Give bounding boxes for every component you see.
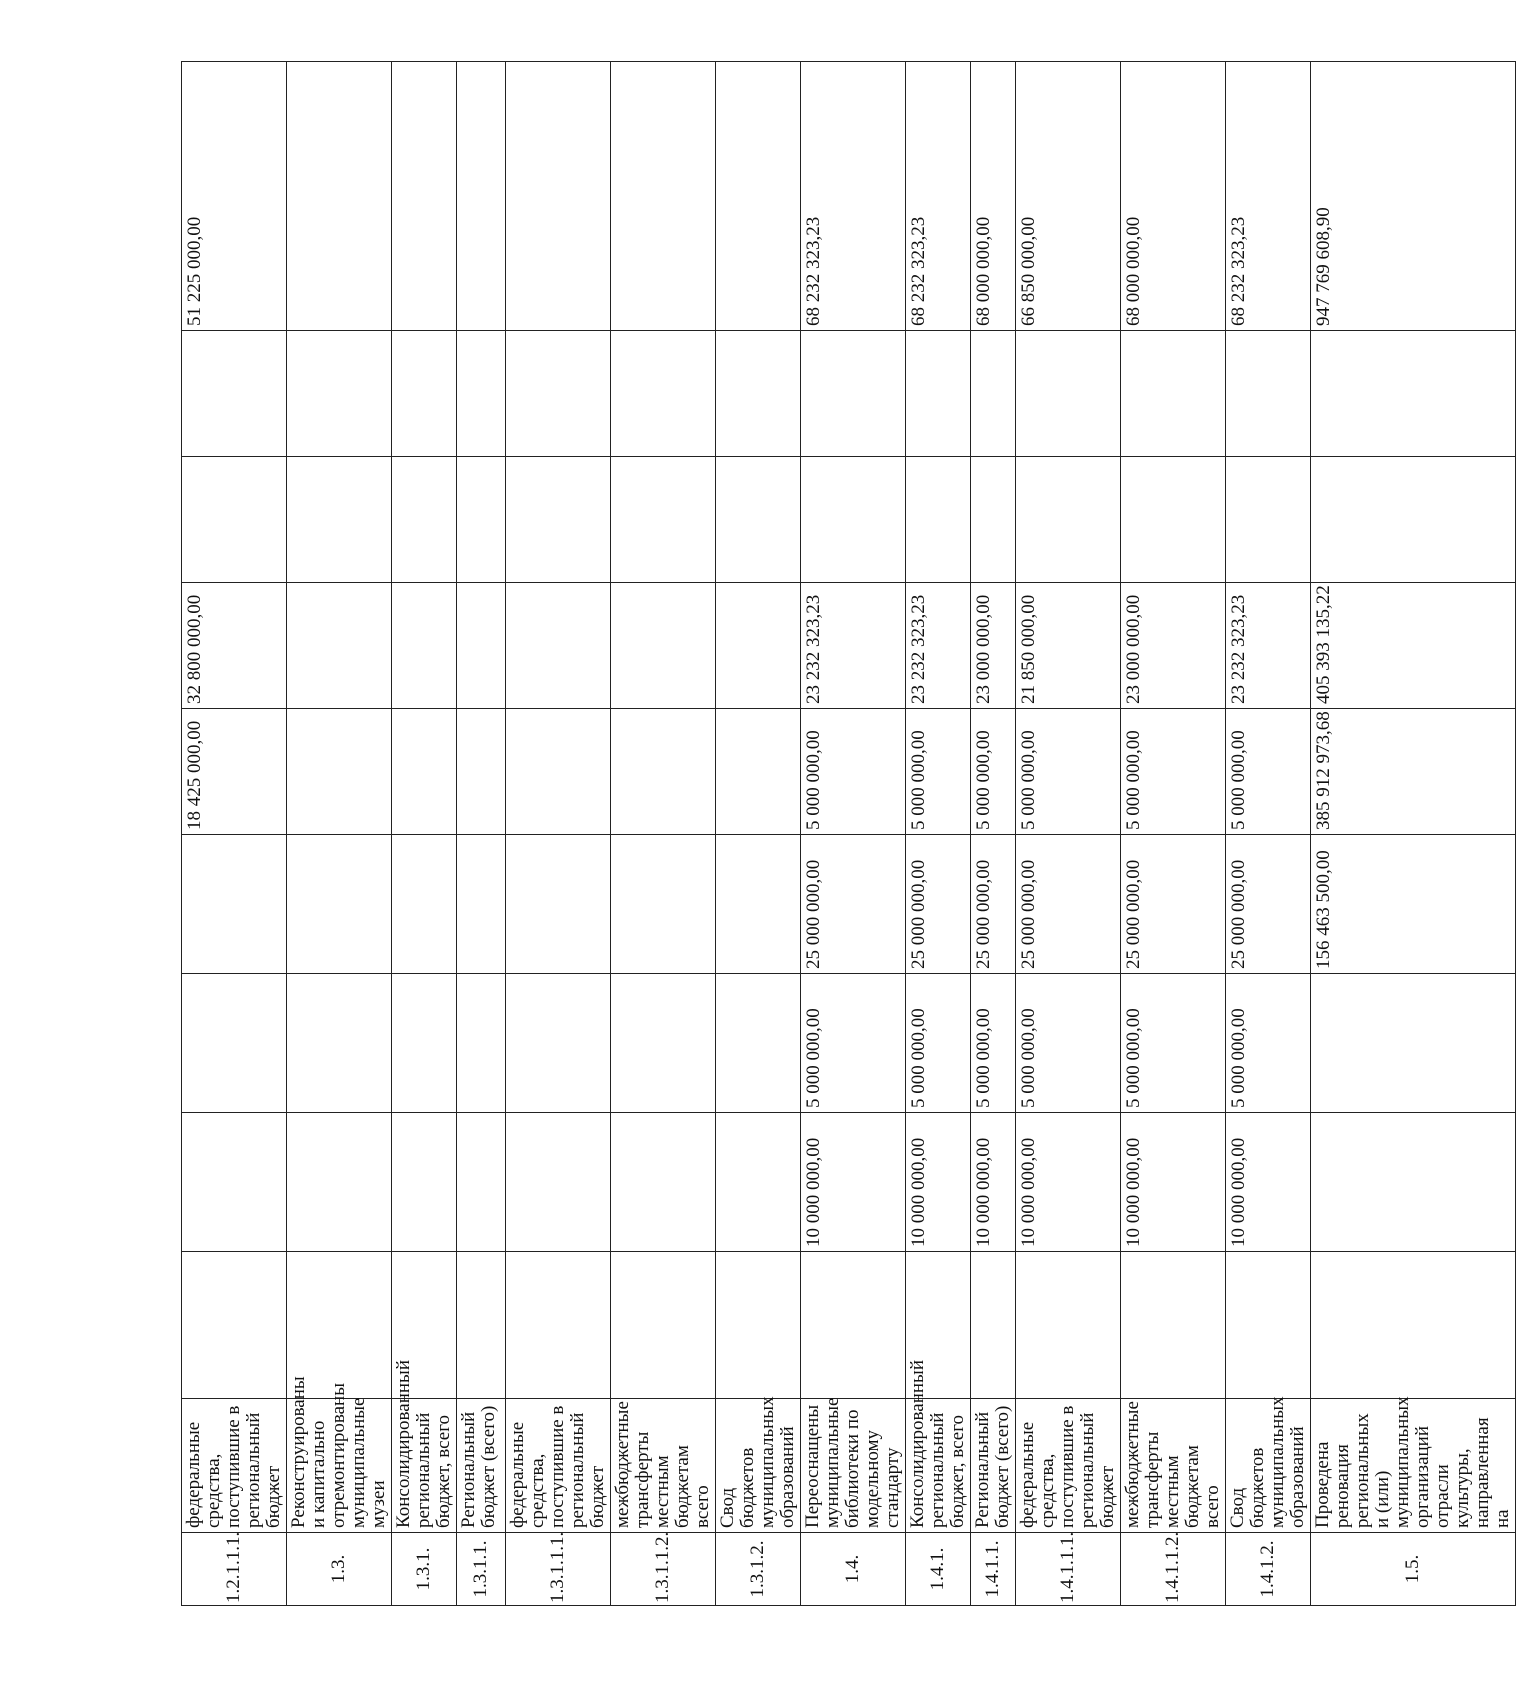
value-cell (457, 1113, 506, 1252)
value-cell (182, 974, 287, 1113)
value-cell (287, 709, 392, 835)
value-cell (506, 1252, 611, 1399)
value-cell: 68 232 323,23 (801, 62, 906, 331)
row-name: Свод бюджетов муниципальных образований (1226, 1399, 1311, 1533)
value-cell (611, 835, 716, 974)
value-cell (1016, 1252, 1121, 1399)
value-cell (716, 709, 801, 835)
value-cell (287, 583, 392, 709)
value-cell: 25 000 000,00 (971, 835, 1016, 974)
value-cell (287, 974, 392, 1113)
value-cell (906, 331, 971, 457)
row-name: межбюджетные трансферты местным бюджетам всего (1121, 1399, 1226, 1533)
value-cell: 5 000 000,00 (1226, 709, 1311, 835)
value-cell (1226, 331, 1311, 457)
value-cell: 5 000 000,00 (801, 709, 906, 835)
row-code: 1.4. (801, 1533, 906, 1606)
row-code: 1.3.1.1. (457, 1533, 506, 1606)
value-cell: 947 769 608,90 (1311, 62, 1516, 331)
value-cell (457, 835, 506, 974)
value-cell (611, 583, 716, 709)
value-cell (1226, 1252, 1311, 1399)
value-cell: 10 000 000,00 (971, 1113, 1016, 1252)
value-cell: 5 000 000,00 (1016, 709, 1121, 835)
value-cell (801, 331, 906, 457)
value-cell: 10 000 000,00 (906, 1113, 971, 1252)
row-code: 1.4.1.1.2. (1121, 1533, 1226, 1606)
value-cell: 66 850 000,00 (1016, 62, 1121, 331)
value-cell (287, 457, 392, 583)
value-cell: 32 800 000,00 (182, 583, 287, 709)
table-row (801, 62, 906, 1606)
row-code: 1.3.1.1.1. (506, 1533, 611, 1606)
value-cell (182, 835, 287, 974)
row-name: Проведена реновация региональных и (или) муниципальных организаций отрасли культуры, направленная на (1311, 1399, 1516, 1533)
value-cell: 5 000 000,00 (1016, 974, 1121, 1113)
value-cell: 23 000 000,00 (971, 583, 1016, 709)
table-row (971, 62, 1016, 1606)
value-cell: 25 000 000,00 (906, 835, 971, 974)
value-cell (287, 331, 392, 457)
value-cell: 10 000 000,00 (1016, 1113, 1121, 1252)
row-code: 1.3.1.2. (716, 1533, 801, 1606)
row-name: Консолидированный региональный бюджет, всего (906, 1399, 971, 1533)
row-code: 1.4.1.2. (1226, 1533, 1311, 1606)
value-cell (506, 1113, 611, 1252)
value-cell: 385 912 973,68 (1311, 709, 1516, 835)
value-cell (1121, 1252, 1226, 1399)
value-cell (506, 457, 611, 583)
value-cell (1016, 457, 1121, 583)
value-cell: 68 232 323,23 (1226, 62, 1311, 331)
value-cell (457, 709, 506, 835)
value-cell (392, 62, 457, 331)
value-cell (392, 974, 457, 1113)
table-row (1226, 62, 1311, 1606)
row-name: Свод бюджетов муниципальных образований (716, 1399, 801, 1533)
table-row (906, 62, 971, 1606)
row-name: федеральные средства, поступившие в региональный бюджет (1016, 1399, 1121, 1533)
value-cell: 5 000 000,00 (906, 974, 971, 1113)
value-cell (611, 62, 716, 331)
value-cell (716, 62, 801, 331)
value-cell (716, 583, 801, 709)
table-row (457, 62, 506, 1606)
value-cell (971, 457, 1016, 583)
value-cell (1311, 1252, 1516, 1399)
value-cell (506, 331, 611, 457)
value-cell: 5 000 000,00 (1121, 974, 1226, 1113)
value-cell (506, 974, 611, 1113)
value-cell (457, 1252, 506, 1399)
value-cell (716, 331, 801, 457)
value-cell (457, 62, 506, 331)
value-cell (1016, 331, 1121, 457)
value-cell: 68 000 000,00 (971, 62, 1016, 331)
value-cell (392, 1113, 457, 1252)
value-cell (506, 583, 611, 709)
table-row (392, 62, 457, 1606)
value-cell (392, 457, 457, 583)
value-cell (611, 331, 716, 457)
value-cell (716, 974, 801, 1113)
value-cell (971, 331, 1016, 457)
row-name: федеральные средства, поступившие в региональный бюджет (182, 1399, 287, 1533)
value-cell: 23 232 323,23 (801, 583, 906, 709)
value-cell (1311, 457, 1516, 583)
row-code: 1.3. (287, 1533, 392, 1606)
value-cell: 10 000 000,00 (1121, 1113, 1226, 1252)
value-cell (716, 457, 801, 583)
value-cell (1311, 331, 1516, 457)
value-cell (506, 62, 611, 331)
table-row (1016, 62, 1121, 1606)
row-code: 1.2.1.1.1. (182, 1533, 287, 1606)
value-cell (392, 709, 457, 835)
value-cell: 5 000 000,00 (801, 974, 906, 1113)
value-cell: 5 000 000,00 (1226, 974, 1311, 1113)
row-code: 1.3.1.1.2. (611, 1533, 716, 1606)
row-name: Региональный бюджет (всего) (971, 1399, 1016, 1533)
row-code: 1.3.1. (392, 1533, 457, 1606)
value-cell (716, 835, 801, 974)
value-cell (1121, 457, 1226, 583)
value-cell (906, 457, 971, 583)
table-body (182, 62, 1516, 1606)
budget-table (181, 61, 1516, 1606)
value-cell (457, 457, 506, 583)
value-cell (1121, 331, 1226, 457)
value-cell (457, 974, 506, 1113)
value-cell: 156 463 500,00 (1311, 835, 1516, 974)
table-row (506, 62, 611, 1606)
value-cell (1226, 457, 1311, 583)
value-cell: 68 000 000,00 (1121, 62, 1226, 331)
value-cell: 25 000 000,00 (1016, 835, 1121, 974)
value-cell: 5 000 000,00 (906, 709, 971, 835)
value-cell (611, 709, 716, 835)
value-cell: 10 000 000,00 (801, 1113, 906, 1252)
row-name: Консолидированный региональный бюджет, всего (392, 1399, 457, 1533)
value-cell (1311, 1113, 1516, 1252)
table-row (287, 62, 392, 1606)
value-cell: 5 000 000,00 (1121, 709, 1226, 835)
value-cell: 5 000 000,00 (971, 709, 1016, 835)
table-row (182, 62, 287, 1606)
value-cell (182, 457, 287, 583)
value-cell: 25 000 000,00 (1226, 835, 1311, 974)
value-cell: 405 393 135,22 (1311, 583, 1516, 709)
rotated-page (181, 62, 1513, 1606)
value-cell (287, 62, 392, 331)
value-cell (801, 457, 906, 583)
value-cell (392, 331, 457, 457)
value-cell (971, 1252, 1016, 1399)
value-cell (287, 835, 392, 974)
value-cell (611, 1113, 716, 1252)
value-cell (716, 1113, 801, 1252)
table-row (716, 62, 801, 1606)
value-cell (392, 583, 457, 709)
value-cell (611, 974, 716, 1113)
value-cell (457, 331, 506, 457)
row-code: 1.4.1.1. (971, 1533, 1016, 1606)
value-cell: 23 000 000,00 (1121, 583, 1226, 709)
row-name: межбюджетные трансферты местным бюджетам всего (611, 1399, 716, 1533)
table-row (611, 62, 716, 1606)
value-cell (716, 1252, 801, 1399)
value-cell (1311, 974, 1516, 1113)
value-cell: 23 232 323,23 (1226, 583, 1311, 709)
row-name: федеральные средства, поступившие в региональный бюджет (506, 1399, 611, 1533)
value-cell (182, 1252, 287, 1399)
value-cell (457, 583, 506, 709)
row-name: Переоснащены муниципальные библиотеки по модельному стандарту (801, 1399, 906, 1533)
value-cell: 51 225 000,00 (182, 62, 287, 331)
value-cell (801, 1252, 906, 1399)
value-cell: 25 000 000,00 (1121, 835, 1226, 974)
row-code: 1.5. (1311, 1533, 1516, 1606)
value-cell (182, 1113, 287, 1252)
value-cell (611, 1252, 716, 1399)
value-cell (506, 835, 611, 974)
value-cell: 10 000 000,00 (1226, 1113, 1311, 1252)
value-cell: 18 425 000,00 (182, 709, 287, 835)
value-cell: 68 232 323,23 (906, 62, 971, 331)
value-cell: 5 000 000,00 (971, 974, 1016, 1113)
value-cell: 25 000 000,00 (801, 835, 906, 974)
value-cell: 23 232 323,23 (906, 583, 971, 709)
value-cell (392, 835, 457, 974)
value-cell: 21 850 000,00 (1016, 583, 1121, 709)
table-row (1121, 62, 1226, 1606)
value-cell (287, 1113, 392, 1252)
value-cell (611, 457, 716, 583)
row-name: Реконструированы и капитально отремонтированы муниципальные музеи (287, 1399, 392, 1533)
row-code: 1.4.1. (906, 1533, 971, 1606)
value-cell (506, 709, 611, 835)
row-name: Региональный бюджет (всего) (457, 1399, 506, 1533)
row-code: 1.4.1.1.1. (1016, 1533, 1121, 1606)
table-row (1311, 62, 1516, 1606)
value-cell (182, 331, 287, 457)
